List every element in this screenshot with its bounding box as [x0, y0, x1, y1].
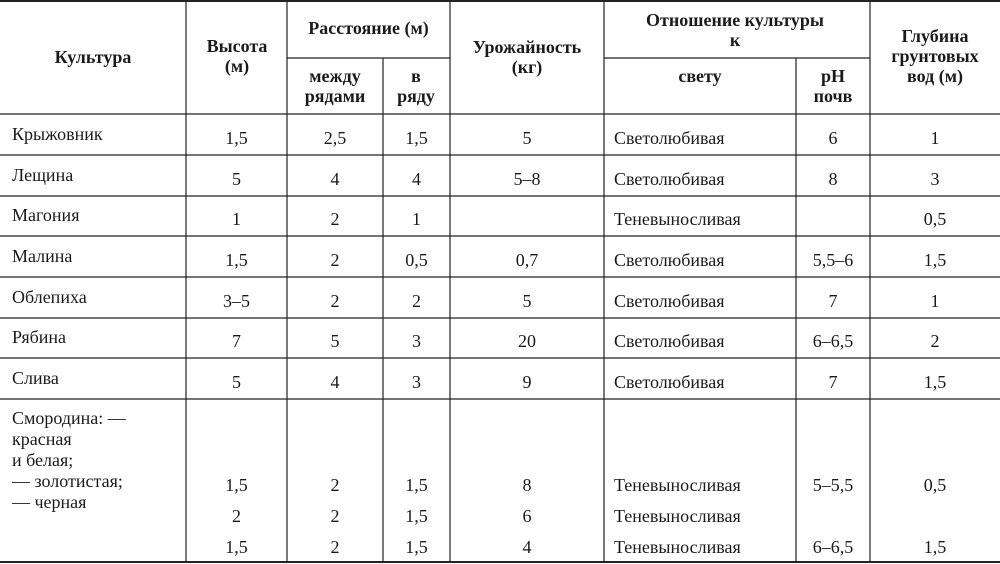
cell-name: Лещина	[12, 165, 74, 185]
cell-between: 2	[330, 506, 340, 526]
cell-between: 2	[330, 475, 340, 495]
cell-yield: 8	[522, 475, 532, 495]
cell-height: 1	[232, 209, 241, 229]
cell-yield: 9	[522, 372, 532, 392]
cell-light: Светолюбивая	[614, 128, 725, 148]
cell-water: 2	[930, 331, 940, 351]
cell-water: 1	[930, 291, 940, 311]
cell-inrow: 1	[412, 209, 421, 229]
cell-ph: 6	[828, 128, 838, 148]
cell-yield: 5–8	[513, 169, 541, 189]
cell-yield: 5	[522, 291, 532, 311]
cell-yield: 20	[518, 331, 536, 351]
header-yield: Урожайность (кг)	[472, 37, 582, 77]
cell-between: 2	[330, 291, 340, 311]
currant-name-line: — черная	[12, 492, 87, 512]
cell-height: 1,5	[225, 250, 248, 270]
cell-ph: 5,5–6	[812, 250, 854, 270]
cell-light: Теневыносливая	[614, 506, 741, 526]
cell-water: 3	[930, 169, 940, 189]
cell-height: 1,5	[225, 537, 248, 557]
cell-light: Светолюбивая	[614, 372, 725, 392]
cell-ph: 5–5,5	[812, 475, 854, 495]
cell-name: Рябина	[12, 327, 67, 347]
cell-water: 1,5	[923, 537, 947, 557]
cell-name: Слива	[12, 368, 59, 388]
cell-light: Теневыносливая	[614, 209, 741, 229]
cell-water: 1,5	[923, 250, 947, 270]
header-between-rows: между рядами	[304, 66, 366, 106]
cell-height: 1,5	[225, 475, 248, 495]
cell-inrow: 3	[412, 331, 421, 351]
cell-ph: 7	[828, 291, 838, 311]
cell-height: 3–5	[223, 291, 250, 311]
cell-light: Светолюбивая	[614, 250, 725, 270]
cell-name: Облепиха	[12, 287, 87, 307]
cell-between: 5	[330, 331, 340, 351]
cell-between: 4	[330, 372, 340, 392]
cell-height: 5	[232, 372, 241, 392]
cell-ph: 7	[828, 372, 838, 392]
cell-light: Светолюбивая	[614, 291, 725, 311]
cell-light: Теневыносливая	[614, 537, 741, 557]
cell-inrow: 1,5	[405, 506, 428, 526]
cell-name: Крыжовник	[12, 124, 103, 144]
cell-water: 1	[930, 128, 940, 148]
cell-water: 1,5	[923, 372, 947, 392]
cell-inrow: 1,5	[405, 128, 428, 148]
cell-between: 2	[330, 250, 340, 270]
cell-light: Светолюбивая	[614, 169, 725, 189]
cell-ph: 6–6,5	[812, 537, 854, 557]
header-distance: Расстояние (м)	[308, 18, 429, 38]
header-culture: Культура	[54, 47, 132, 67]
cell-inrow: 0,5	[405, 250, 428, 270]
header-groundwater: Глубина грунтовых вод (м)	[891, 26, 979, 86]
currant-name-line: — золотистая;	[12, 471, 123, 491]
header-attitude: Отношение культуры к	[646, 10, 824, 50]
cell-between: 2,5	[323, 128, 347, 148]
cell-height: 7	[232, 331, 241, 351]
header-height: Высота (м)	[206, 36, 268, 76]
header-in-row: в ряду	[397, 66, 435, 106]
cell-water: 0,5	[923, 209, 947, 229]
cell-light: Теневыносливая	[614, 475, 741, 495]
cell-light: Светолюбивая	[614, 331, 725, 351]
currant-name-line: Смородина: —	[12, 408, 126, 428]
cell-ph: 6–6,5	[812, 331, 854, 351]
cell-ph: 8	[828, 169, 838, 189]
cell-name: Малина	[12, 246, 73, 266]
cell-between: 2	[330, 537, 340, 557]
cell-name: Магония	[12, 205, 80, 225]
cell-inrow: 4	[412, 169, 421, 189]
cell-inrow: 2	[412, 291, 421, 311]
cell-height: 1,5	[225, 128, 248, 148]
cell-yield: 4	[522, 537, 532, 557]
header-ph: pH почв	[813, 66, 853, 106]
cell-between: 4	[330, 169, 340, 189]
cell-inrow: 1,5	[405, 475, 428, 495]
header-light: свету	[678, 66, 722, 86]
currant-name-line: и белая;	[12, 450, 74, 470]
cell-yield: 0,7	[515, 250, 539, 270]
cell-yield: 5	[522, 128, 532, 148]
cell-water: 0,5	[923, 475, 947, 495]
cell-between: 2	[330, 209, 340, 229]
cell-height: 5	[232, 169, 241, 189]
cell-inrow: 1,5	[405, 537, 428, 557]
currant-name-line: красная	[12, 429, 72, 449]
cell-yield: 6	[522, 506, 532, 526]
cell-height: 2	[232, 506, 241, 526]
cell-inrow: 3	[412, 372, 421, 392]
